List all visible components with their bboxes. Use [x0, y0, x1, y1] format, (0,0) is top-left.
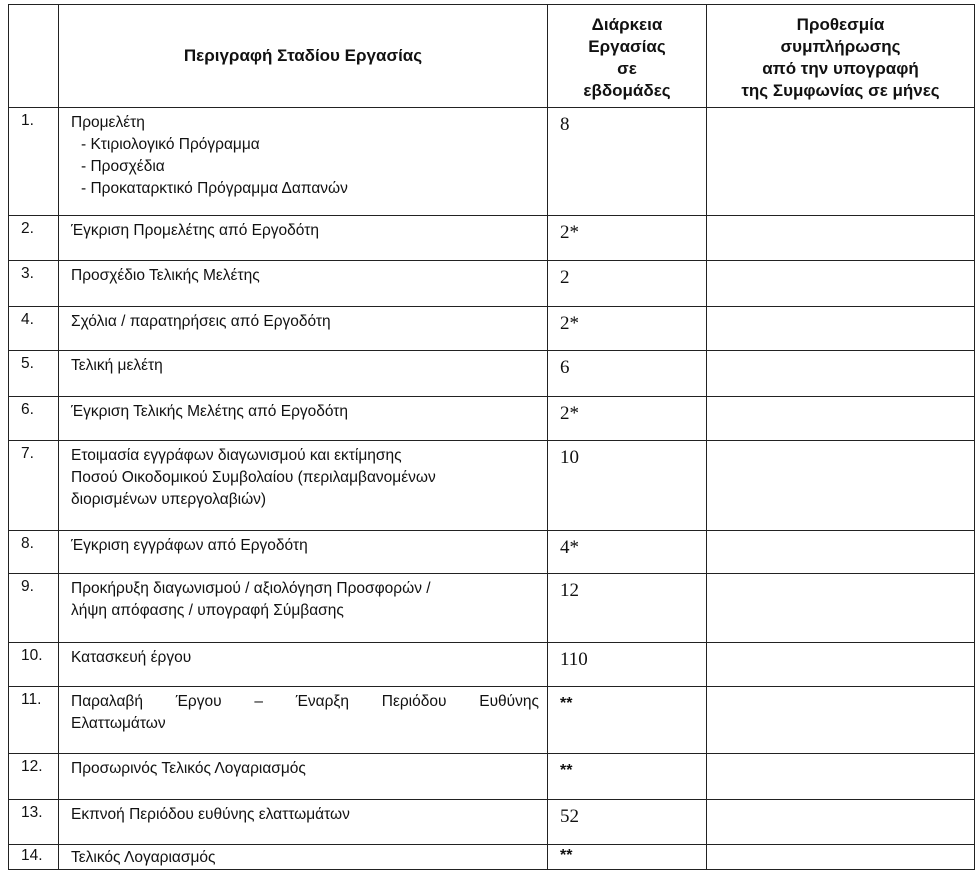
table-row: [9, 351, 975, 397]
header-deadline-line: συμπλήρωσης: [780, 37, 901, 56]
description-line: - Προσχέδια: [81, 158, 165, 175]
row-description: [59, 351, 548, 397]
row-duration: 2*: [548, 307, 707, 351]
row-description: [59, 441, 548, 531]
row-number: 14.: [9, 845, 59, 870]
table-row: [9, 687, 975, 754]
row-deadline: [707, 441, 975, 531]
row-duration: **: [548, 687, 707, 754]
description-line: Κατασκευή έργου: [71, 649, 192, 666]
description-line: Τελική μελέτη: [71, 357, 163, 374]
description-line: Εκπνοή Περιόδου ευθύνης ελαττωμάτων: [71, 806, 350, 823]
row-number: 12.: [9, 754, 59, 800]
description-line: Έγκριση Προμελέτης από Εργοδότη: [71, 222, 319, 239]
row-duration: 8: [548, 108, 707, 216]
header-duration-line: Διάρκεια: [591, 15, 663, 34]
row-duration: 2*: [548, 216, 707, 261]
row-description: [59, 643, 548, 687]
description-line: Παραλαβή Έργου – Έναρξη Περιόδου Ευθύνης: [71, 693, 539, 710]
row-number: 1.: [9, 108, 59, 216]
row-number: 7.: [9, 441, 59, 531]
table-row: [9, 307, 975, 351]
row-deadline: [707, 531, 975, 574]
row-duration: 10: [548, 441, 707, 531]
header-number: [9, 5, 59, 108]
description-line: λήψη απόφασης / υπογραφή Σύμβασης: [71, 602, 344, 619]
row-duration: 2: [548, 261, 707, 307]
row-description: [59, 216, 548, 261]
row-description: [59, 845, 548, 870]
row-description: [59, 397, 548, 441]
table-row: [9, 531, 975, 574]
header-duration-line: εβδομάδες: [583, 81, 671, 100]
row-deadline: [707, 397, 975, 441]
table-row: [9, 574, 975, 643]
description-line: - Προκαταρκτικό Πρόγραμμα Δαπανών: [81, 180, 348, 197]
row-deadline: [707, 845, 975, 870]
description-line: Προσωρινός Τελικός Λογαριασμός: [71, 760, 306, 777]
description-line: Έγκριση εγγράφων από Εργοδότη: [71, 537, 308, 554]
row-duration: 52: [548, 800, 707, 845]
row-number: 13.: [9, 800, 59, 845]
description-line: Ποσού Οικοδομικού Συμβολαίου (περιλαμβανομένων: [71, 469, 436, 486]
row-number: 6.: [9, 397, 59, 441]
header-duration-line: Εργασίας: [588, 37, 666, 56]
description-line: - Κτιριολογικό Πρόγραμμα: [81, 136, 260, 153]
table-row: [9, 397, 975, 441]
header-deadline: [707, 5, 975, 108]
header-deadline-line: από την υπογραφή: [762, 59, 919, 78]
row-number: 5.: [9, 351, 59, 397]
description-line: Προσχέδιο Τελικής Μελέτης: [71, 267, 260, 284]
schedule-table: [8, 4, 975, 870]
description-line: Σχόλια / παρατηρήσεις από Εργοδότη: [71, 313, 331, 330]
row-description: [59, 531, 548, 574]
row-duration: 12: [548, 574, 707, 643]
row-number: 9.: [9, 574, 59, 643]
description-line: Προκήρυξη διαγωνισμού / αξιολόγηση Προσφορών /: [71, 580, 431, 597]
row-deadline: [707, 261, 975, 307]
description-line: Τελικός Λογαριασμός: [71, 849, 216, 866]
row-duration: **: [548, 754, 707, 800]
row-number: 10.: [9, 643, 59, 687]
header-deadline-line: Προθεσμία: [796, 15, 885, 34]
description-line: διορισμένων υπεργολαβιών): [71, 491, 267, 508]
row-description: [59, 261, 548, 307]
row-deadline: [707, 687, 975, 754]
row-number: 8.: [9, 531, 59, 574]
row-description: [59, 687, 548, 754]
table-row: [9, 261, 975, 307]
row-deadline: [707, 574, 975, 643]
header-row: [9, 5, 975, 108]
row-deadline: [707, 108, 975, 216]
table-row: [9, 800, 975, 845]
table-row: [9, 216, 975, 261]
row-deadline: [707, 307, 975, 351]
row-deadline: [707, 754, 975, 800]
row-deadline: [707, 216, 975, 261]
row-deadline: [707, 800, 975, 845]
description-line: Ελαττωμάτων: [71, 715, 166, 732]
header-duration-line: σε: [617, 59, 637, 78]
row-duration: 6: [548, 351, 707, 397]
row-duration: **: [548, 845, 707, 870]
table-row: [9, 845, 975, 870]
description-line: Προμελέτη: [71, 114, 145, 131]
row-duration: 110: [548, 643, 707, 687]
row-description: [59, 574, 548, 643]
table-row: [9, 643, 975, 687]
row-description: [59, 800, 548, 845]
row-duration: 4*: [548, 531, 707, 574]
row-number: 3.: [9, 261, 59, 307]
row-description: [59, 307, 548, 351]
row-description: [59, 754, 548, 800]
description-line: Έγκριση Τελικής Μελέτης από Εργοδότη: [71, 403, 349, 420]
table-row: [9, 108, 975, 216]
table-row: [9, 754, 975, 800]
header-duration: [548, 5, 707, 108]
row-duration: 2*: [548, 397, 707, 441]
row-description: [59, 108, 548, 216]
header-description: Περιγραφή Σταδίου Εργασίας: [59, 5, 548, 108]
row-deadline: [707, 643, 975, 687]
row-number: 11.: [9, 687, 59, 754]
row-number: 2.: [9, 216, 59, 261]
description-line: Ετοιμασία εγγράφων διαγωνισμού και εκτίμησης: [71, 447, 402, 464]
header-deadline-line: της Συμφωνίας σε μήνες: [741, 81, 940, 100]
row-deadline: [707, 351, 975, 397]
table-row: [9, 441, 975, 531]
row-number: 4.: [9, 307, 59, 351]
